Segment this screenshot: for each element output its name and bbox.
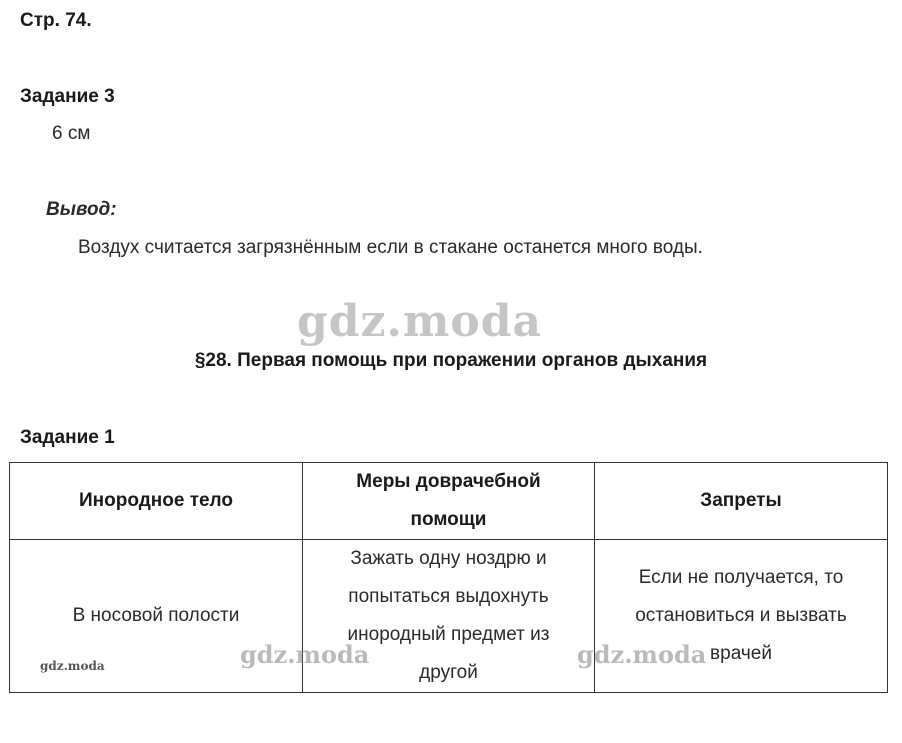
conclusion-text: Воздух считается загрязнённым если в стакане останется много воды. [78,237,703,258]
cell-prohibitions: Если не получается, то остановиться и вызвать врачей [595,540,888,693]
watermark-logo-medium: gdz.moda [240,640,370,669]
watermark-logo-large: gdz.moda [297,296,543,347]
table-row [10,540,888,693]
watermark-logo-medium: gdz.moda [577,640,707,669]
first-aid-table [9,462,888,693]
task3-answer: 6 см [52,123,91,144]
section-title: §28. Первая помощь при поражении органов дыхания [194,350,708,371]
watermark-logo-small: gdz.moda [40,659,105,673]
cell-measures: Зажать одну ноздрю и попытаться выдохнуть инородный предмет из другой [303,540,595,693]
header-foreign-body: Инородное тело [10,463,303,540]
task3-title: Задание 3 [20,86,115,107]
cell-location: В носовой полости [10,540,303,693]
table-header-row [10,463,888,540]
header-prohibitions: Запреты [595,463,888,540]
page-number: Стр. 74. [20,10,92,31]
conclusion-label: Вывод: [46,199,117,220]
task1-title: Задание 1 [20,427,115,448]
header-first-aid: Меры доврачебной помощи [303,463,595,540]
